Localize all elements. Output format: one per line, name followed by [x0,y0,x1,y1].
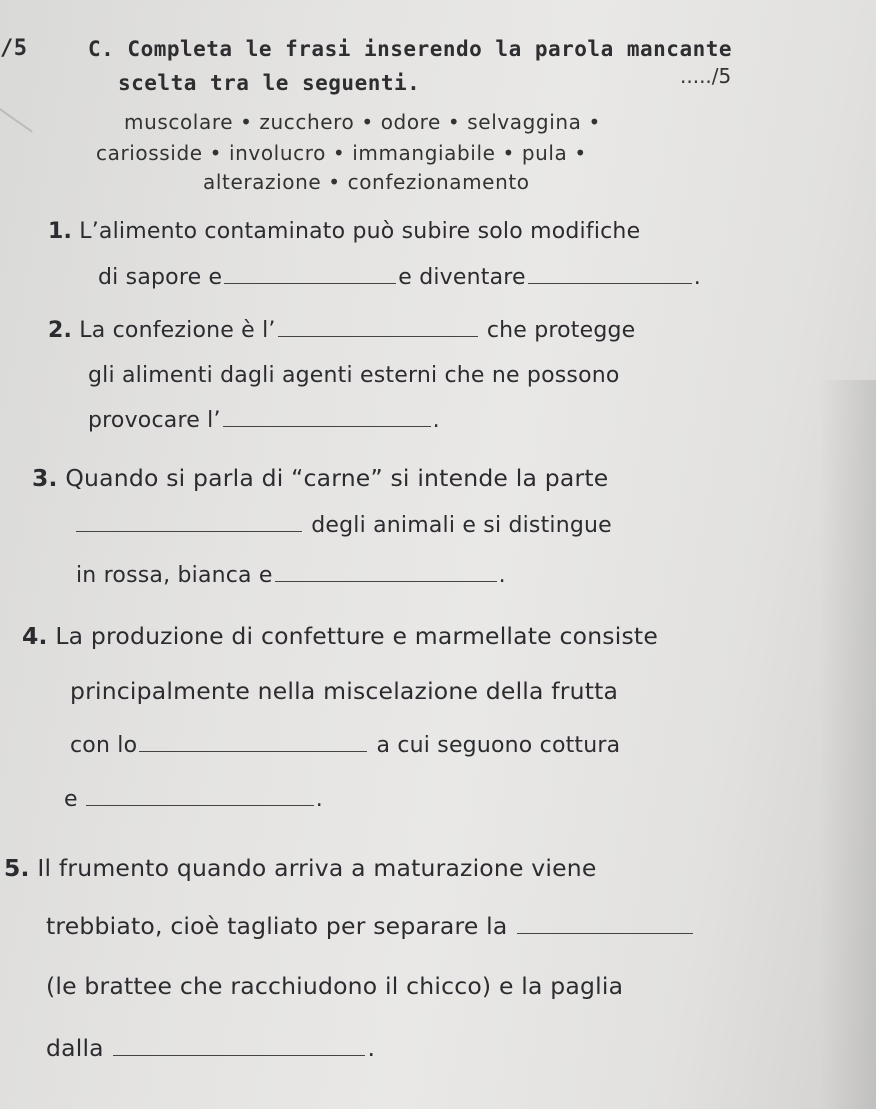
answer-blank[interactable] [139,750,367,752]
word-bank-line: muscolare • zucchero • odore • selvaggina • [124,110,601,134]
page-shadow [820,380,876,1109]
question-text: in rossa, bianca e [76,563,273,588]
exercise-heading: C. Completa le frasi inserendo la parola mancante [88,37,733,61]
question-text: L’alimento contaminato può subire solo modifiche [79,219,641,244]
question-line [88,408,440,433]
question-line [32,464,608,492]
answer-blank[interactable] [278,335,478,337]
answer-blank[interactable] [275,580,497,582]
question-number: 5. [4,854,30,882]
answer-blank[interactable] [528,282,692,284]
question-text: e diventare [398,265,526,290]
question-text: Il frumento quando arriva a maturazione viene [37,854,597,882]
answer-blank[interactable] [517,932,693,934]
margin-score: /5 [0,36,28,61]
period: . [432,408,440,433]
question-text: che protegge [486,318,636,343]
exercise-heading-line2: scelta tra le seguenti. [118,71,421,95]
question-line [70,733,620,758]
answer-blank[interactable] [223,425,431,427]
question-text: e [64,787,78,812]
question-line [4,854,597,882]
question-number: 1. [48,219,73,244]
question-text: dalla [46,1034,104,1062]
answer-blank[interactable] [113,1054,365,1056]
question-line [46,1034,375,1062]
question-text: provocare l’ [88,408,221,433]
question-line: principalmente nella miscelazione della frutta [70,677,619,705]
period: . [315,787,323,812]
question-line [48,219,640,244]
question-text: degli animali e si distingue [311,513,612,538]
question-line [46,912,695,940]
score-field: ...../5 [680,64,732,88]
question-number: 2. [48,318,73,343]
answer-blank[interactable] [224,282,396,284]
question-text: Quando si parla di “carne” si intende la parte [65,464,609,492]
question-number: 3. [32,464,58,492]
question-text: La produzione di confetture e marmellate consiste [55,622,658,650]
question-line: (le brattee che racchiudono il chicco) e la paglia [46,972,624,1000]
question-line [98,265,701,290]
question-line [76,513,612,538]
question-text: La confezione è l’ [79,318,276,343]
period: . [367,1034,376,1062]
question-line [76,563,506,588]
period: . [498,563,506,588]
question-line [48,318,635,343]
question-line [22,622,658,650]
answer-blank[interactable] [76,530,302,532]
period: . [693,265,701,290]
question-text: a cui seguono cottura [376,733,621,758]
word-bank-line: alterazione • confezionamento [203,170,530,194]
question-line: gli alimenti dagli agenti esterni che ne possono [88,363,620,388]
question-text: con lo [70,733,138,758]
question-number: 4. [22,622,48,650]
question-line [64,787,323,812]
page-fold-line [0,108,33,133]
answer-blank[interactable] [86,804,314,806]
question-text: di sapore e [98,265,223,290]
word-bank-line: cariosside • involucro • immangiabile • pula • [96,141,587,165]
question-text: trebbiato, cioè tagliato per separare la [46,912,508,940]
